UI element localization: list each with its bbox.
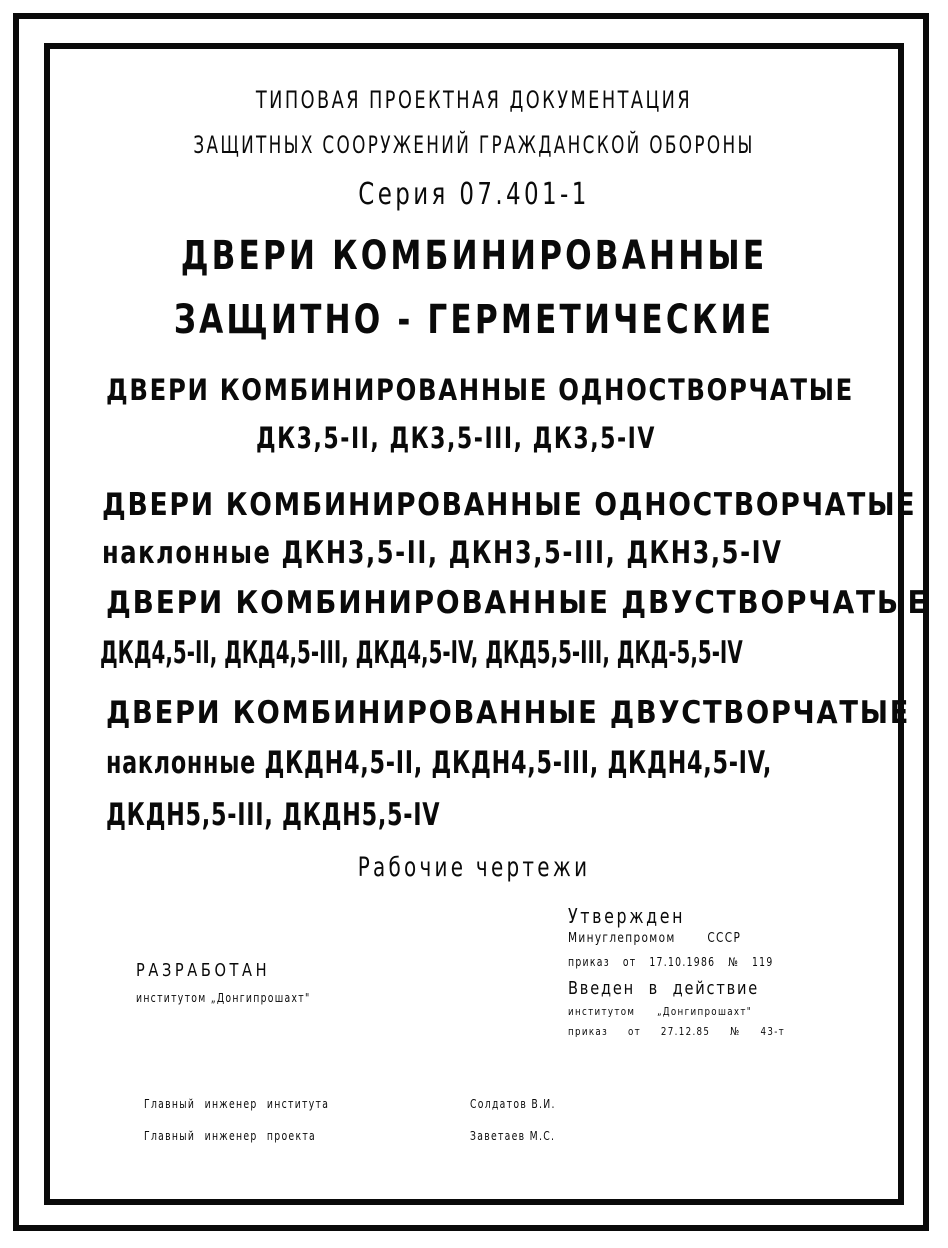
section-4-models-2: ДКДН5,5-III, ДКДН5,5-IV <box>106 797 441 833</box>
developed-by: институтом „Донгипрошахт" <box>136 991 311 1005</box>
section-2-models: наклонные ДКН3,5-II, ДКН3,5-III, ДКН3,5-IV <box>102 535 783 571</box>
title-line-1: ДВЕРИ КОМБИНИРОВАННЫЕ <box>180 233 768 279</box>
role-chief-engineer-institute: Главный инженер института <box>144 1097 330 1111</box>
enacted-order: приказ от 27.12.85 № 43-т <box>568 1025 786 1038</box>
section-1-title: ДВЕРИ КОМБИНИРОВАННЫЕ ОДНОСТВОРЧАТЫЕ <box>106 373 854 407</box>
approved-ministry: Минуглепромом СССР <box>568 931 742 946</box>
section-3-models: ДКД4,5-II, ДКД4,5-III, ДКД4,5-IV, ДКД5,5-III, ДКД-5,5-IV <box>100 635 743 671</box>
approved-label: Утвержден <box>568 904 686 928</box>
title-line-2: ЗАЩИТНО - ГЕРМЕТИЧЕСКИЕ <box>173 297 775 343</box>
section-2-title: ДВЕРИ КОМБИНИРОВАННЫЕ ОДНОСТВОРЧАТЫЕ <box>102 487 917 523</box>
name-chief-engineer-institute: Солдатов В.И. <box>470 1097 556 1111</box>
section-3-title: ДВЕРИ КОМБИНИРОВАННЫЕ ДВУСТВОРЧАТЫЕ <box>106 585 929 621</box>
working-drawings-label: Рабочие чертежи <box>357 852 591 883</box>
header-line-1: ТИПОВАЯ ПРОЕКТНАЯ ДОКУМЕНТАЦИЯ <box>255 86 693 114</box>
enacted-by: институтом „Донгипрошахт" <box>568 1005 753 1018</box>
section-4-models-1: наклонные ДКДН4,5-II, ДКДН4,5-III, ДКДН4,5-IV, <box>106 745 773 781</box>
section-1-models: ДК3,5-II, ДК3,5-III, ДК3,5-IV <box>256 421 656 455</box>
developed-label: РАЗРАБОТАН <box>136 960 271 981</box>
name-chief-engineer-project: Заветаев М.С. <box>470 1129 556 1143</box>
approved-order: приказ от 17.10.1986 № 119 <box>568 955 774 969</box>
series-label: Серия 07.401-1 <box>358 177 590 212</box>
role-chief-engineer-project: Главный инженер проекта <box>144 1129 317 1143</box>
enacted-label: Введен в действие <box>568 978 760 999</box>
header-line-2: ЗАЩИТНЫХ СООРУЖЕНИЙ ГРАЖДАНСКОЙ ОБОРОНЫ <box>193 131 755 159</box>
section-4-title: ДВЕРИ КОМБИНИРОВАННЫЕ ДВУСТВОРЧАТЫЕ <box>106 695 911 731</box>
